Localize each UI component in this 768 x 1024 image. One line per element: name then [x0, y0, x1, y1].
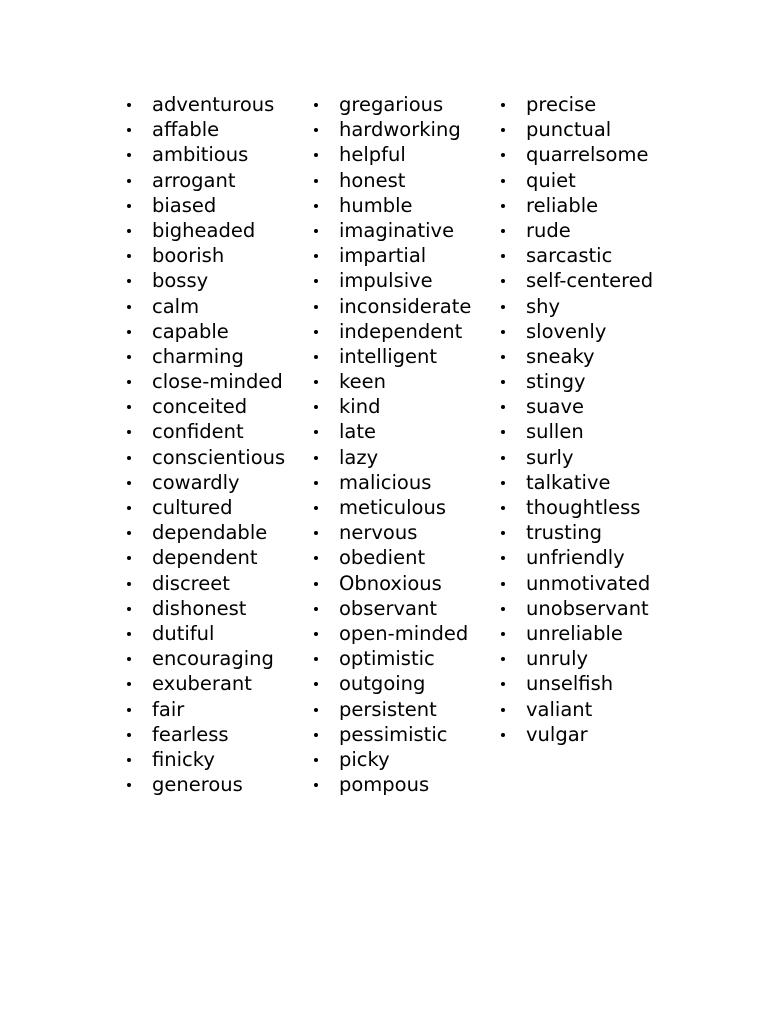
list-item [311, 142, 471, 167]
bullet-icon [127, 506, 131, 510]
list-item [124, 344, 285, 369]
list-item [124, 218, 285, 243]
list-item [498, 419, 653, 444]
list-item [311, 495, 471, 520]
word-text: late [339, 420, 377, 444]
word-text: bigheaded [152, 218, 256, 242]
word-text: picky [339, 747, 390, 771]
bullet-icon [127, 405, 131, 409]
word-text: conscientious [152, 445, 286, 469]
list-item [124, 722, 285, 747]
bullet-icon [314, 783, 318, 787]
list-item [498, 369, 653, 394]
bullet-icon [127, 582, 131, 586]
list-item [498, 646, 653, 671]
list-item [498, 142, 653, 167]
word-text: gregarious [339, 93, 444, 116]
list-item [498, 495, 653, 520]
bullet-icon [127, 355, 131, 359]
bullet-icon [314, 279, 318, 283]
list-item [124, 394, 285, 419]
bullet-icon [127, 128, 131, 132]
bullet-icon [314, 204, 318, 208]
word-text: Obnoxious [339, 571, 442, 595]
list-item [311, 294, 471, 319]
bullet-icon [314, 305, 318, 309]
list-item [124, 671, 285, 696]
word-text: finicky [152, 747, 215, 771]
list-item [124, 193, 285, 218]
word-text: ambitious [152, 143, 249, 167]
list-item [498, 268, 653, 293]
word-text: fair [152, 697, 185, 721]
list-item [498, 117, 653, 142]
list-item [124, 268, 285, 293]
word-text: independent [339, 319, 463, 343]
word-text: impulsive [339, 269, 433, 293]
word-text: stingy [526, 370, 586, 394]
list-item [498, 344, 653, 369]
bullet-icon [501, 531, 505, 535]
word-text: slovenly [526, 319, 607, 343]
list-item [311, 419, 471, 444]
bullet-icon [501, 657, 505, 661]
word-text: dishonest [152, 596, 247, 620]
list-item [498, 92, 653, 117]
bullet-icon [314, 380, 318, 384]
bullet-icon [127, 330, 131, 334]
word-text: dependable [152, 521, 268, 545]
word-text: keen [339, 370, 386, 394]
list-item [124, 596, 285, 621]
list-item [311, 369, 471, 394]
word-text: kind [339, 395, 381, 419]
bullet-icon [127, 456, 131, 460]
bullet-icon [501, 607, 505, 611]
word-text: hardworking [339, 118, 461, 142]
bullet-icon [501, 682, 505, 686]
bullet-icon [314, 229, 318, 233]
bullet-icon [127, 305, 131, 309]
bullet-icon [501, 380, 505, 384]
bullet-icon [501, 506, 505, 510]
bullet-icon [314, 405, 318, 409]
list-item [124, 294, 285, 319]
list-item [124, 142, 285, 167]
word-text: vulgar [526, 722, 588, 746]
word-text: thoughtless [526, 496, 641, 519]
list-item [124, 772, 285, 797]
list-item [311, 545, 471, 570]
list-item [498, 394, 653, 419]
bullet-icon [501, 254, 505, 258]
word-text: suave [526, 395, 585, 419]
list-item [311, 772, 471, 797]
list-item [311, 445, 471, 470]
list-item [124, 168, 285, 193]
bullet-icon [501, 405, 505, 409]
word-text: imaginative [339, 218, 455, 242]
word-text: shy [526, 294, 561, 318]
list-item [124, 369, 285, 394]
list-item [498, 520, 653, 545]
bullet-icon [501, 355, 505, 359]
word-text: confident [152, 420, 244, 444]
list-item [498, 697, 653, 722]
list-item [311, 92, 471, 117]
bullet-icon [314, 254, 318, 258]
list-item [311, 747, 471, 772]
bullet-icon [501, 733, 505, 737]
bullet-icon [501, 128, 505, 132]
word-text: unfriendly [526, 546, 625, 570]
bullet-icon [314, 330, 318, 334]
word-text: humble [339, 193, 413, 217]
word-text: self-centered [526, 269, 654, 293]
bullet-icon [127, 204, 131, 208]
word-text: optimistic [339, 647, 435, 671]
list-item [124, 571, 285, 596]
word-text: intelligent [339, 344, 438, 368]
list-item [498, 168, 653, 193]
list-item [124, 646, 285, 671]
list-item [498, 671, 653, 696]
list-item [498, 596, 653, 621]
bullet-icon [127, 682, 131, 686]
bullet-icon [127, 783, 131, 787]
word-text: bossy [152, 269, 209, 293]
list-item [124, 697, 285, 722]
list-item [124, 92, 285, 117]
list-item [124, 445, 285, 470]
word-text: discreet [152, 571, 230, 595]
word-text: generous [152, 773, 243, 797]
bullet-icon [127, 254, 131, 258]
list-item [124, 470, 285, 495]
list-item [311, 671, 471, 696]
list-item [124, 319, 285, 344]
bullet-icon [501, 305, 505, 309]
bullet-icon [127, 481, 131, 485]
bullet-icon [314, 355, 318, 359]
bullet-icon [314, 531, 318, 535]
bullet-icon [501, 103, 505, 107]
word-text: dutiful [152, 621, 215, 645]
word-text: malicious [339, 470, 432, 494]
list-item [311, 243, 471, 268]
list-item [311, 344, 471, 369]
word-text: unruly [526, 647, 589, 671]
word-text: adventurous [152, 93, 275, 116]
word-text: meticulous [339, 496, 447, 519]
bullet-icon [314, 481, 318, 485]
bullet-icon [314, 582, 318, 586]
word-text: sullen [526, 420, 584, 444]
word-text: dependent [152, 546, 258, 570]
list-item [311, 722, 471, 747]
bullet-icon [127, 153, 131, 157]
list-item [124, 117, 285, 142]
word-column-3 [498, 92, 653, 747]
word-text: unobservant [526, 596, 649, 620]
list-item [498, 571, 653, 596]
bullet-icon [314, 103, 318, 107]
word-text: sneaky [526, 344, 595, 368]
list-item [311, 193, 471, 218]
list-item [124, 545, 285, 570]
bullet-icon [314, 682, 318, 686]
word-column-2 [311, 92, 471, 797]
list-item [498, 319, 653, 344]
word-text: conceited [152, 395, 248, 419]
word-text: inconsiderate [339, 294, 472, 318]
list-item [124, 520, 285, 545]
word-text: talkative [526, 470, 611, 494]
list-item [124, 243, 285, 268]
word-text: unmotivated [526, 571, 651, 595]
word-text: persistent [339, 697, 437, 721]
bullet-icon [501, 330, 505, 334]
list-item [498, 722, 653, 747]
bullet-icon [127, 279, 131, 283]
list-item [311, 268, 471, 293]
bullet-icon [501, 456, 505, 460]
word-text: sarcastic [526, 244, 613, 268]
bullet-icon [314, 657, 318, 661]
bullet-icon [314, 179, 318, 183]
word-text: affable [152, 118, 220, 142]
bullet-icon [127, 229, 131, 233]
bullet-icon [314, 430, 318, 434]
word-text: nervous [339, 521, 418, 545]
list-item [124, 621, 285, 646]
word-text: boorish [152, 244, 225, 268]
list-item [498, 218, 653, 243]
bullet-icon [501, 481, 505, 485]
word-text: quiet [526, 168, 576, 192]
bullet-icon [501, 556, 505, 560]
bullet-icon [127, 758, 131, 762]
bullet-icon [127, 632, 131, 636]
bullet-icon [501, 229, 505, 233]
list-item [498, 193, 653, 218]
bullet-icon [127, 430, 131, 434]
word-text: trusting [526, 521, 602, 545]
word-text: open-minded [339, 621, 469, 645]
word-text: capable [152, 319, 229, 343]
word-text: unreliable [526, 621, 623, 645]
list-item [498, 621, 653, 646]
word-text: precise [526, 93, 597, 116]
bullet-icon [127, 607, 131, 611]
bullet-icon [501, 708, 505, 712]
bullet-icon [314, 128, 318, 132]
word-text: surly [526, 445, 574, 469]
list-item [311, 218, 471, 243]
bullet-icon [314, 456, 318, 460]
list-item [311, 394, 471, 419]
word-text: observant [339, 596, 437, 620]
bullet-icon [314, 556, 318, 560]
word-text: lazy [339, 445, 379, 469]
list-item [311, 571, 471, 596]
list-item [311, 470, 471, 495]
list-item [311, 520, 471, 545]
bullet-icon [314, 632, 318, 636]
bullet-icon [314, 758, 318, 762]
word-text: pessimistic [339, 722, 448, 746]
list-item [311, 621, 471, 646]
word-text: rude [526, 218, 571, 242]
bullet-icon [127, 657, 131, 661]
word-text: unselfish [526, 672, 614, 696]
bullet-icon [314, 733, 318, 737]
word-text: calm [152, 294, 200, 318]
bullet-icon [501, 153, 505, 157]
list-item [311, 697, 471, 722]
word-text: punctual [526, 118, 612, 142]
bullet-icon [501, 430, 505, 434]
word-text: pompous [339, 773, 430, 797]
word-text: valiant [526, 697, 593, 721]
bullet-icon [314, 153, 318, 157]
bullet-icon [314, 607, 318, 611]
list-item [498, 445, 653, 470]
word-text: arrogant [152, 168, 236, 192]
bullet-icon [127, 531, 131, 535]
bullet-icon [127, 708, 131, 712]
word-text: helpful [339, 143, 406, 167]
list-item [498, 545, 653, 570]
word-text: cultured [152, 496, 233, 519]
word-text: reliable [526, 193, 599, 217]
list-item [311, 596, 471, 621]
word-text: exuberant [152, 672, 252, 696]
list-item [498, 470, 653, 495]
bullet-icon [501, 279, 505, 283]
word-text: obedient [339, 546, 426, 570]
list-item [311, 646, 471, 671]
bullet-icon [127, 556, 131, 560]
word-text: biased [152, 193, 217, 217]
bullet-icon [314, 708, 318, 712]
bullet-icon [127, 733, 131, 737]
word-text: quarrelsome [526, 143, 649, 167]
bullet-icon [127, 380, 131, 384]
list-item [311, 117, 471, 142]
bullet-icon [501, 179, 505, 183]
list-item [311, 168, 471, 193]
word-text: impartial [339, 244, 427, 268]
bullet-icon [501, 204, 505, 208]
word-text: outgoing [339, 672, 426, 696]
word-text: cowardly [152, 470, 240, 494]
list-item [498, 294, 653, 319]
bullet-icon [127, 179, 131, 183]
bullet-icon [314, 506, 318, 510]
list-item [124, 419, 285, 444]
word-text: honest [339, 168, 406, 192]
bullet-icon [501, 632, 505, 636]
word-text: encouraging [152, 647, 274, 671]
list-item [124, 747, 285, 772]
bullet-icon [127, 103, 131, 107]
word-text: charming [152, 344, 244, 368]
list-item [311, 319, 471, 344]
word-column-1 [124, 92, 285, 797]
bullet-icon [501, 582, 505, 586]
word-text: close-minded [152, 370, 283, 394]
list-item [498, 243, 653, 268]
word-text: fearless [152, 722, 229, 746]
list-item [124, 495, 285, 520]
